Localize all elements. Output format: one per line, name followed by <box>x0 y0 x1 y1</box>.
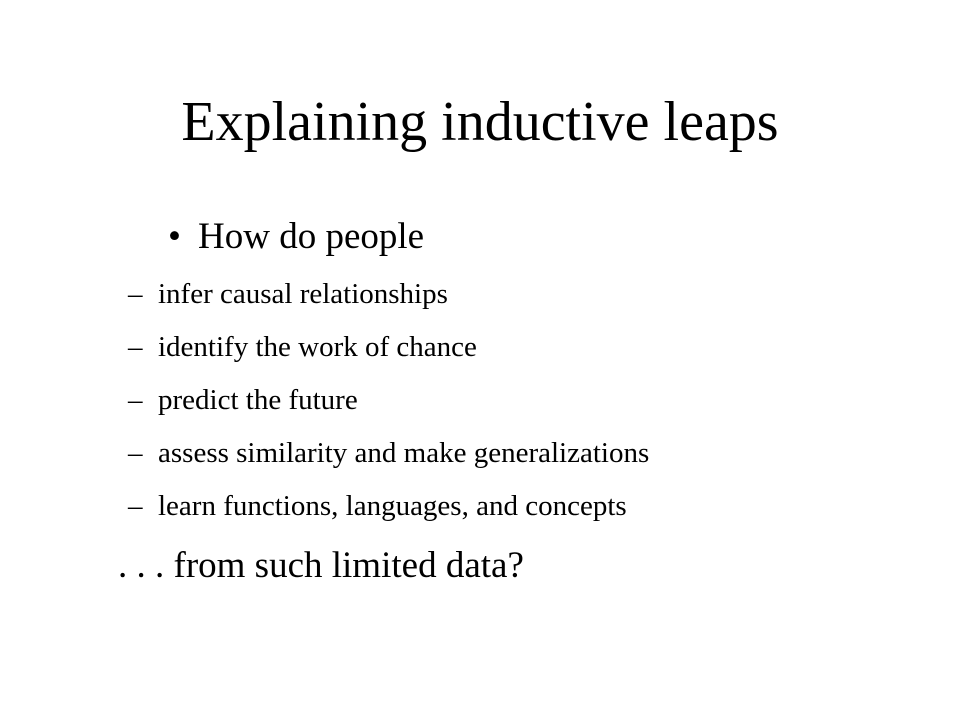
dash-marker: – <box>128 278 143 310</box>
sub-bullet-text: assess similarity and make generalizations <box>158 437 650 469</box>
sub-bullet-text: identify the work of chance <box>158 331 477 363</box>
slide-title: Explaining inductive leaps <box>181 91 779 153</box>
dash-marker: – <box>128 490 143 522</box>
conclusion-line: . . . from such limited data? <box>118 545 524 586</box>
dash-marker: – <box>128 437 143 469</box>
sub-bullet-text: infer causal relationships <box>158 278 448 310</box>
dash-marker: – <box>128 384 143 416</box>
sub-bullet-text: predict the future <box>158 384 358 416</box>
sub-bullet-text: learn functions, languages, and concepts <box>158 490 627 522</box>
main-bullet-text: How do people <box>198 216 425 257</box>
bullet-marker: • <box>168 216 181 257</box>
dash-marker: – <box>128 331 143 363</box>
